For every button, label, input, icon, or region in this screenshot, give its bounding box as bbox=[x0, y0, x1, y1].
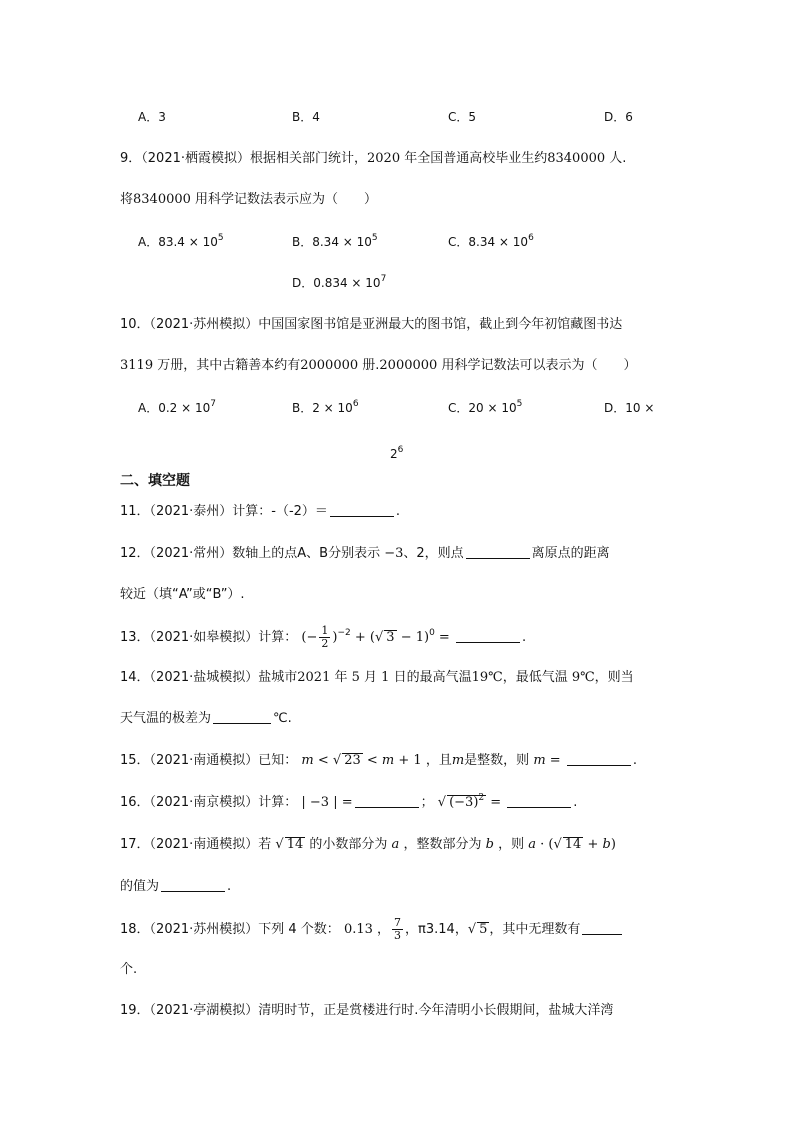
answer-blank[interactable] bbox=[161, 878, 225, 892]
q8-option-b: B．4 bbox=[292, 110, 320, 124]
q8-option-d: D．6 bbox=[604, 110, 633, 124]
q10-option-a: A．$0.2 \times 10^7$ bbox=[138, 399, 216, 415]
q14-line2: 天气温的极差为 ℃. bbox=[120, 711, 292, 726]
q8-option-c: C．5 bbox=[448, 110, 477, 124]
q18-line1: 18．（2021·苏州模拟）下列 4 个数： 0.13 ， $\frac{7}{3}$ ，π3.14，√ 5 ，其中无理数有 bbox=[120, 916, 624, 944]
q15-line: 15．（2021·南通模拟）已知： m < √ 23 < m + 1 ，且m是整数，则 m = . bbox=[120, 753, 637, 768]
answer-blank[interactable] bbox=[213, 710, 271, 724]
q9-option-b: B．$8.34 \times 10^5$ bbox=[292, 233, 378, 249]
answer-blank[interactable] bbox=[330, 503, 394, 517]
repeating-decimal: 0.13 bbox=[343, 922, 373, 937]
q10-option-d: D．10 × bbox=[604, 401, 655, 415]
q17-line2: 的值为 . bbox=[120, 879, 232, 894]
q12-line2: 较近（填“A”或“B”）. bbox=[120, 587, 245, 602]
q10-line1: 10．（2021·苏州模拟）中国国家图书馆是亚洲最大的图书馆，截止到今年初馆藏图书达 bbox=[120, 317, 623, 332]
q9-line1: 9．（2021·栖霞模拟）根据相关部门统计，2020 年全国普通高校毕业生约8340000 人. bbox=[120, 151, 627, 166]
q13-line: 13．（2021·如皋模拟）计算： (− $\frac{1}{2}$ )$^{-2}$ + (√ 3 − 1)$^0$ = . bbox=[120, 624, 527, 650]
q16-line: 16．（2021·南京模拟）计算： | −3 | = ； √ $(-3)^2$ = . bbox=[120, 793, 578, 810]
answer-blank[interactable] bbox=[567, 752, 631, 766]
answer-blank[interactable] bbox=[507, 794, 571, 808]
q17-line1: 17．（2021·南通模拟）若 √ 14 的小数部分为 a ，整数部分为 b ，则 a · (√ 14 + b) bbox=[120, 837, 616, 852]
answer-blank[interactable] bbox=[466, 545, 530, 559]
q8-option-a: A．3 bbox=[138, 110, 166, 124]
answer-blank[interactable] bbox=[456, 629, 520, 643]
section-heading: 二、填空题 bbox=[120, 473, 190, 489]
fraction: $\frac{7}{3}$ bbox=[394, 916, 402, 942]
q9-option-d: D．$0.834 \times 10^7$ bbox=[292, 274, 387, 290]
q10-line2: 3119 万册，其中古籍善本约有2000000 册.2000000 用科学记数法可以表示为（ ） bbox=[120, 358, 637, 373]
answer-blank[interactable] bbox=[355, 794, 419, 808]
q14-line1: 14．（2021·盐城模拟）盐城市2021 年 5 月 1 日的最高气温19℃，最低气温 9℃，则当 bbox=[120, 670, 634, 685]
q9-line2: 将8340000 用科学记数法表示应为（ ） bbox=[120, 192, 378, 207]
q12-line1: 12．（2021·常州）数轴上的点A、B分别表示 −3、2，则点 离原点的距离 bbox=[120, 546, 610, 561]
fraction: $\frac{1}{2}$ bbox=[321, 624, 329, 650]
q18-line2: 个. bbox=[120, 962, 138, 977]
q10-option-d-continued: $2^6$ bbox=[390, 445, 404, 461]
q19-line1: 19．（2021·亭湖模拟）清明时节，正是赏楼进行时.今年清明小长假期间，盐城大洋湾 bbox=[120, 1003, 614, 1018]
q9-option-c: C．$8.34 \times 10^6$ bbox=[448, 233, 534, 249]
q11-line: 11．（2021·泰州）计算：-（-2）＝ . bbox=[120, 504, 401, 519]
answer-blank[interactable] bbox=[582, 921, 622, 935]
q10-option-b: B．$2 \times 10^6$ bbox=[292, 399, 359, 415]
q10-option-c: C．$20 \times 10^5$ bbox=[448, 399, 523, 415]
q9-option-a: A．$83.4 \times 10^5$ bbox=[138, 233, 224, 249]
